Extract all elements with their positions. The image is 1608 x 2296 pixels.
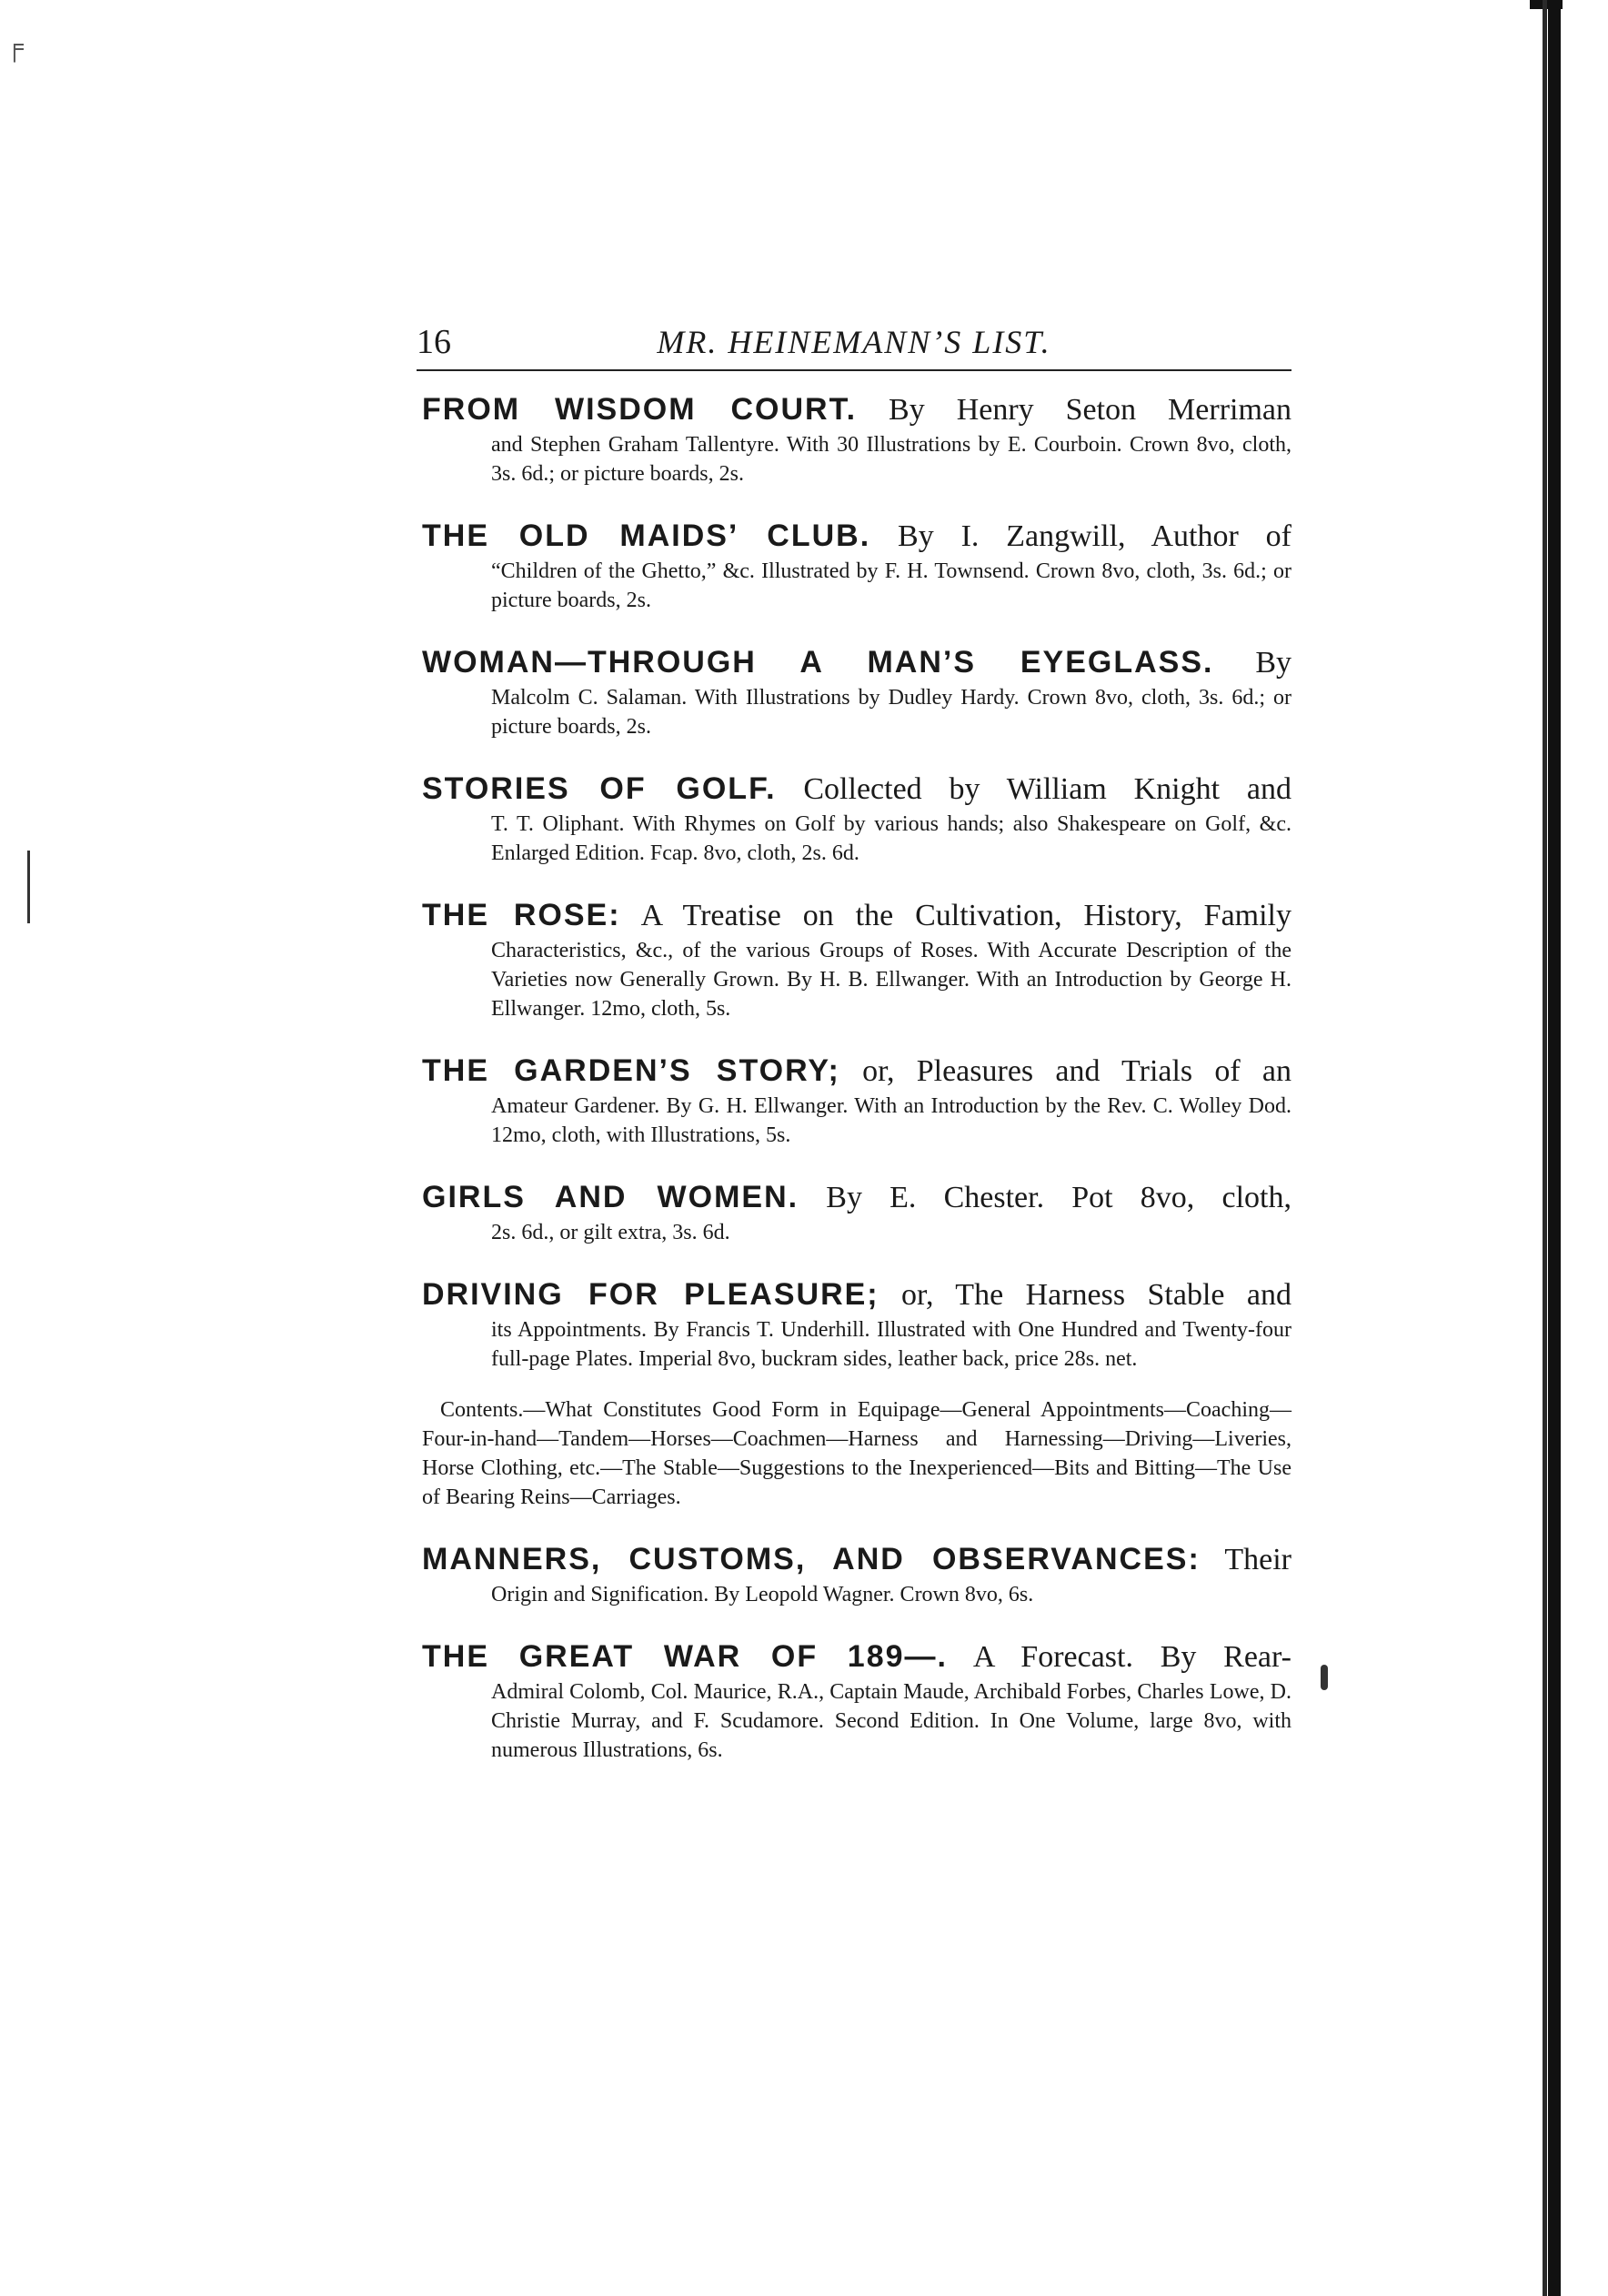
book-title: WOMAN—THROUGH A MAN’S EYEGLASS. bbox=[422, 645, 1214, 680]
book-author: or, The Harness Stable and bbox=[901, 1278, 1291, 1312]
book-entry bbox=[422, 895, 1291, 1023]
book-author: A Treatise on the Cultivation, History, Family bbox=[640, 899, 1291, 932]
book-author: or, Pleasures and Trials of an bbox=[862, 1054, 1292, 1088]
scan-smudge bbox=[27, 851, 30, 923]
book-author: A Forecast. By Rear- bbox=[972, 1640, 1291, 1674]
book-description: “Children of the Ghetto,” &c. Illustrated by F. H. Townsend. Crown 8vo, cloth, 3s. 6d.; or picture boards, 2s. bbox=[491, 559, 1291, 612]
running-title: MR. HEINEMANN’S LIST. bbox=[657, 324, 1051, 360]
book-author: By E. Chester. Pot 8vo, cloth, bbox=[826, 1181, 1291, 1214]
book-description: Malcolm C. Salaman. With Illustrations by Dudley Hardy. Crown 8vo, cloth, 3s. 6d.; or picture boards, 2s. bbox=[491, 686, 1291, 739]
book-author: By bbox=[1255, 646, 1291, 680]
page-number: 16 bbox=[417, 323, 451, 361]
book-entry bbox=[422, 516, 1291, 615]
book-title: THE GARDEN’S STORY; bbox=[422, 1053, 840, 1088]
book-author: By I. Zangwill, Author of bbox=[898, 519, 1291, 553]
driving-contents-note: Contents.—What Constitutes Good Form in Equipage—General Appointments—Coaching—Four-in-hand—Tandem—Horses—Coachmen—Harness and Harnessing—Driving—Liveries, Horse Clothing, etc.—The Stable—Suggestions to the Inexperienced—Bits and Bitting—The Use of Bearing Reins—Carriages. bbox=[422, 1398, 1291, 1509]
binding-edge-shadow bbox=[1539, 0, 1583, 2296]
book-title: THE OLD MAIDS’ CLUB. bbox=[422, 519, 871, 553]
book-entry bbox=[422, 1539, 1291, 1609]
book-entry bbox=[422, 642, 1291, 741]
page-header bbox=[417, 318, 1291, 366]
header-rule bbox=[417, 369, 1291, 371]
book-title: STORIES OF GOLF. bbox=[422, 771, 777, 806]
book-list bbox=[422, 389, 1291, 1792]
book-author: By Henry Seton Merriman bbox=[889, 393, 1292, 427]
book-description: Amateur Gardener. By G. H. Ellwanger. With an Introduction by the Rev. C. Wolley Dod. 12mo, cloth, with Illustrations, 5s. bbox=[491, 1094, 1291, 1147]
book-title: MANNERS, CUSTOMS, AND OBSERVANCES: bbox=[422, 1542, 1201, 1576]
book-entry bbox=[422, 389, 1291, 488]
book-author: Their bbox=[1224, 1543, 1291, 1576]
book-description: Admiral Colomb, Col. Maurice, R.A., Captain Maude, Archibald Forbes, Charles Lowe, D. Christie Murray, and F. Scudamore. Second Edition. In One Volume, large 8vo, with numerous Illustrations, 6s. bbox=[491, 1680, 1291, 1762]
scan-corner-mark: ╒ bbox=[5, 33, 24, 61]
book-title: DRIVING FOR PLEASURE; bbox=[422, 1277, 879, 1312]
scan-smudge bbox=[1321, 1665, 1328, 1690]
book-description: 2s. 6d., or gilt extra, 3s. 6d. bbox=[491, 1221, 730, 1244]
book-description: Origin and Signification. By Leopold Wagner. Crown 8vo, 6s. bbox=[491, 1583, 1034, 1606]
book-title: GIRLS AND WOMEN. bbox=[422, 1180, 799, 1214]
book-description: and Stephen Graham Tallentyre. With 30 Illustrations by E. Courboin. Crown 8vo, cloth, 3s. 6d.; or picture boards, 2s. bbox=[491, 433, 1291, 486]
book-description: its Appointments. By Francis T. Underhill. Illustrated with One Hundred and Twenty-four full-page Plates. Imperial 8vo, buckram sides, leather back, price 28s. net. bbox=[491, 1318, 1291, 1371]
book-title: THE ROSE: bbox=[422, 898, 621, 932]
book-entry bbox=[422, 1636, 1291, 1765]
book-entry bbox=[422, 1051, 1291, 1150]
book-title: THE GREAT WAR OF 189—. bbox=[422, 1639, 948, 1674]
book-entry bbox=[422, 769, 1291, 868]
book-entry bbox=[422, 1177, 1291, 1247]
book-title: FROM WISDOM COURT. bbox=[422, 392, 858, 427]
book-description: T. T. Oliphant. With Rhymes on Golf by various hands; also Shakespeare on Golf, &c. Enlarged Edition. Fcap. 8vo, cloth, 2s. 6d. bbox=[491, 812, 1291, 865]
book-entry bbox=[422, 1274, 1291, 1374]
book-description: Characteristics, &c., of the various Groups of Roses. With Accurate Description of the Varieties now Generally Grown. By H. B. Ellwanger. With an Introduction by George H. Ellwanger. 12mo, cloth, 5s. bbox=[491, 939, 1291, 1021]
book-author: Collected by William Knight and bbox=[803, 772, 1291, 806]
